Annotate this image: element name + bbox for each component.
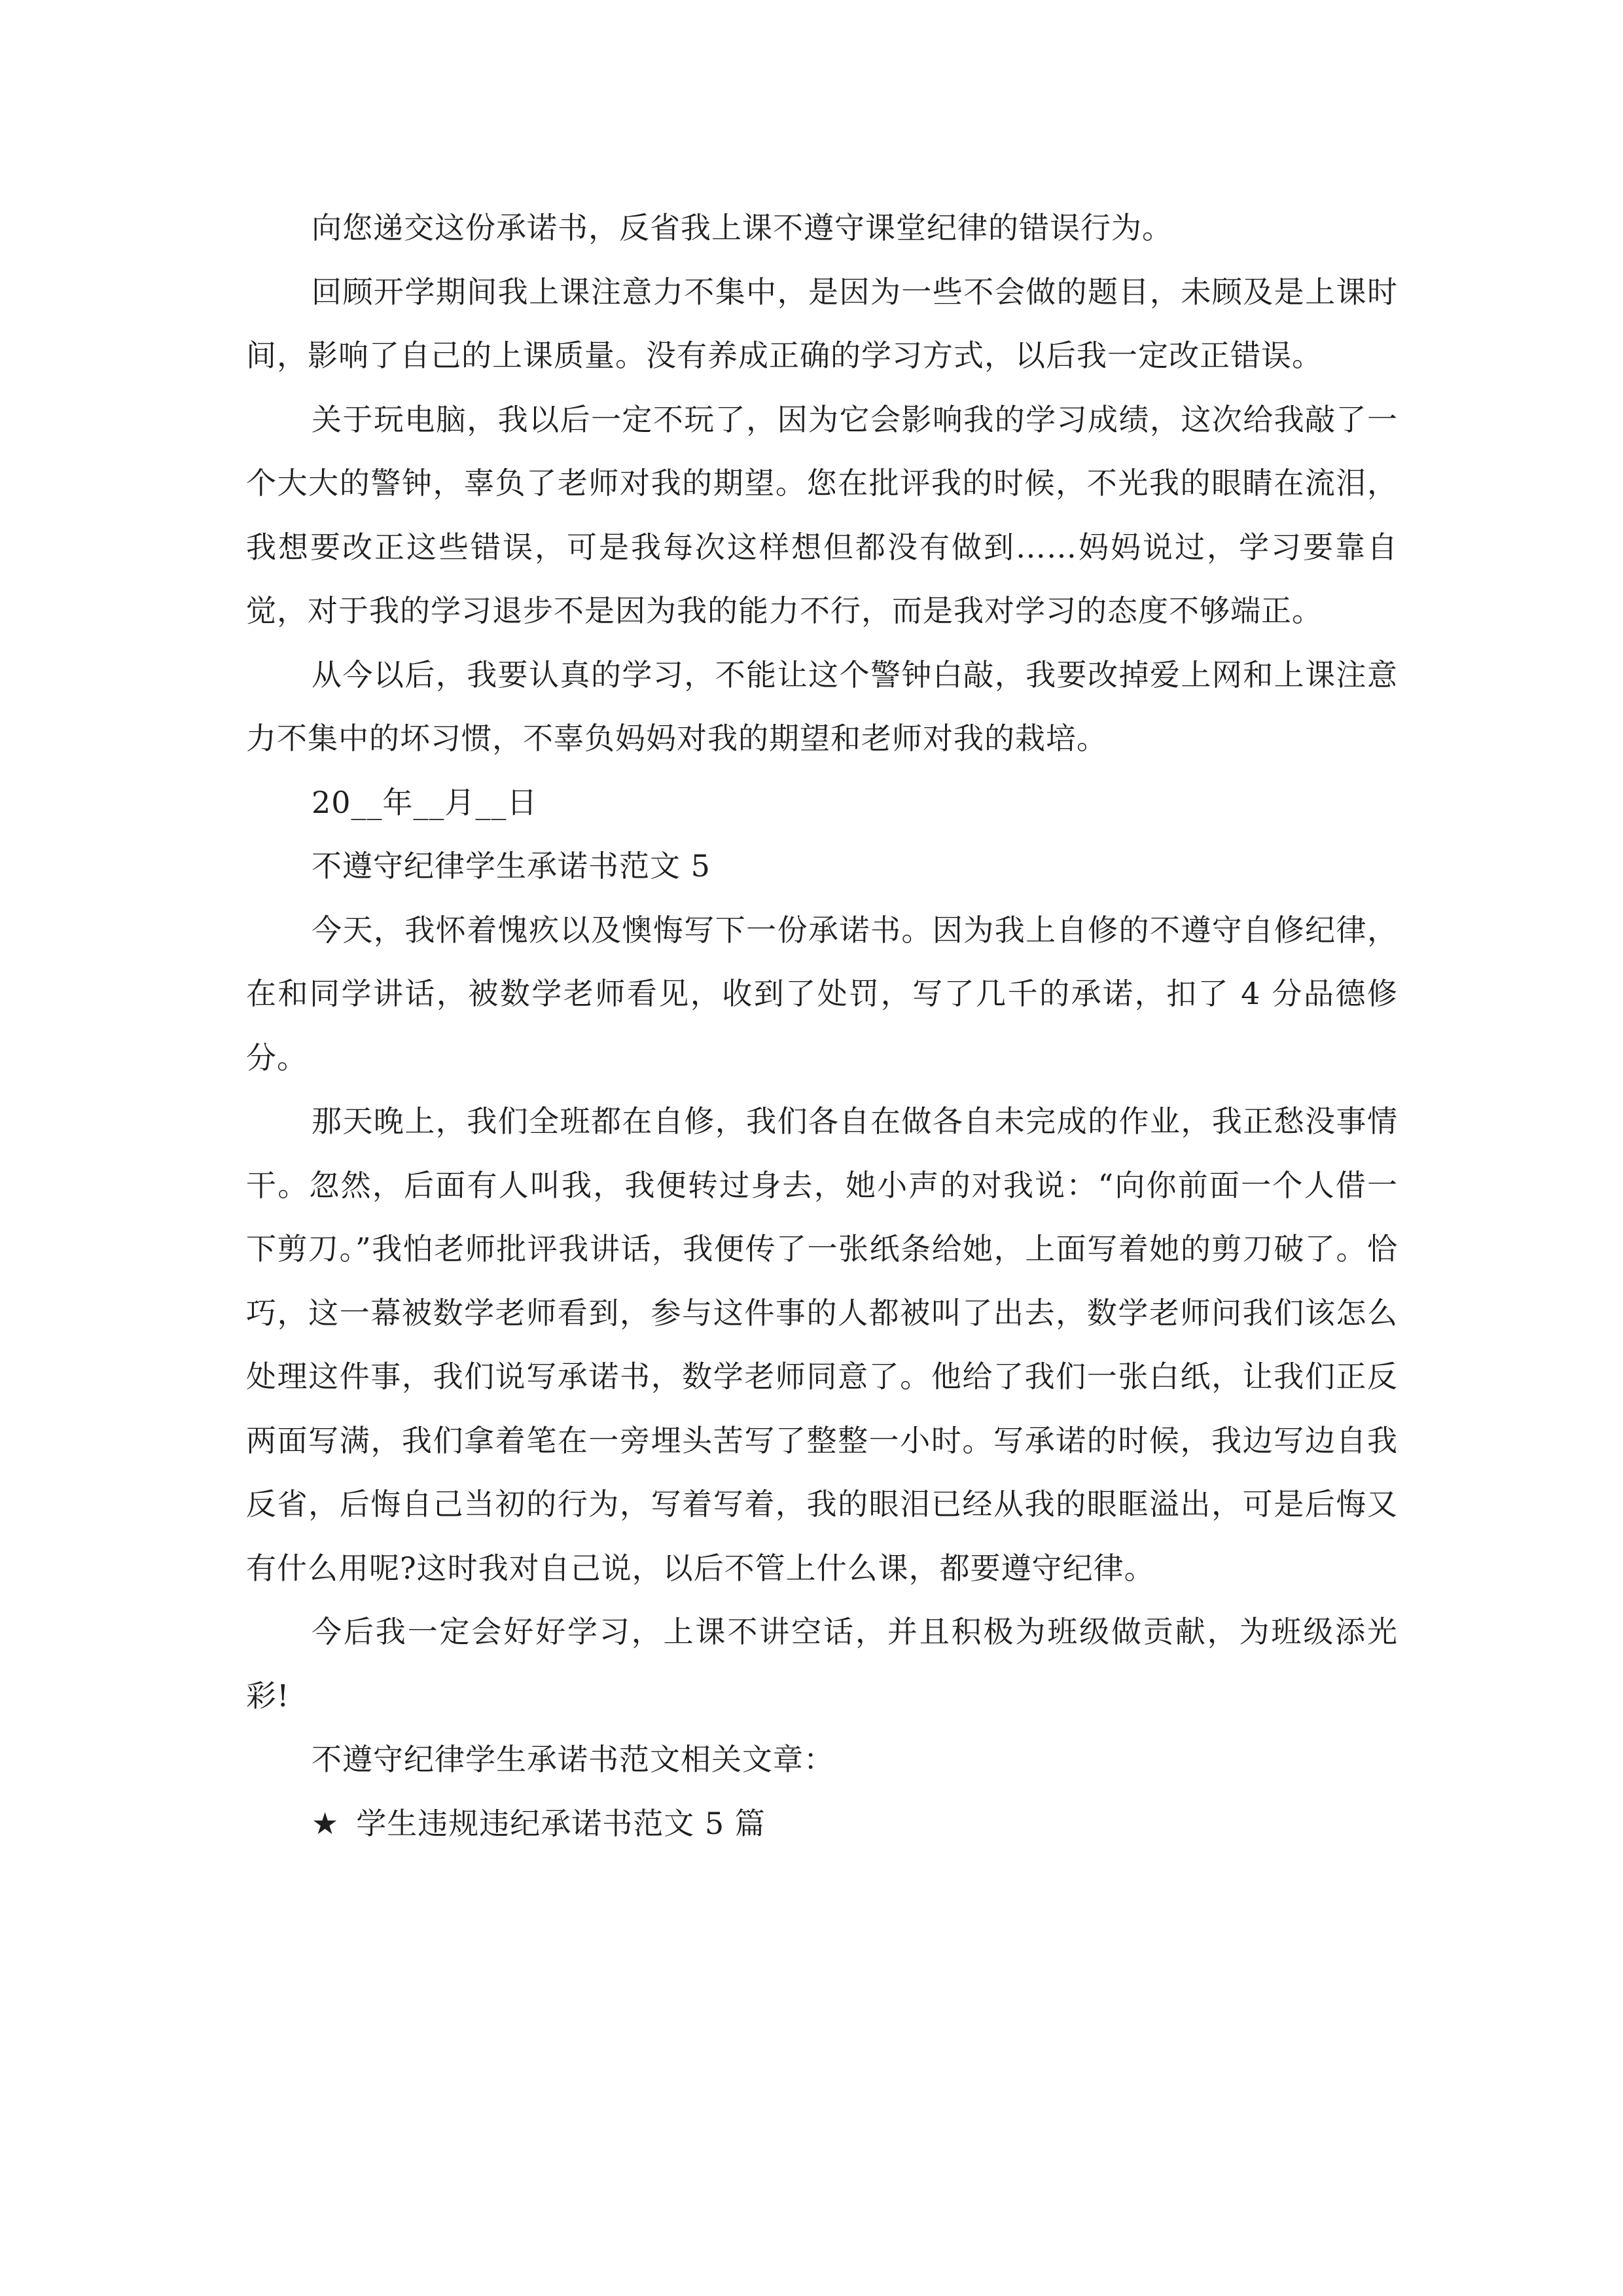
section-paragraph-3: 今后我一定会好好学习，上课不讲空话，并且积极为班级做贡献，为班级添光彩! <box>246 1614 1398 1713</box>
paragraph-1: 向您递交这份承诺书，反省我上课不遵守课堂纪律的错误行为。 <box>312 210 1173 245</box>
date-line: 20__年__月__日 <box>312 784 538 820</box>
related-articles-title: 不遵守纪律学生承诺书范文相关文章： <box>312 1742 834 1777</box>
paragraph-3: 关于玩电脑，我以后一定不玩了，因为它会影响我的学习成绩，这次给我敲了一个大大的警钟，辜负了老师对我的期望。您在批评我的时候，不光我的眼睛在流泪，我想要改正这些错误，可是我每次这样想但都没有做到……妈妈说过，学习要靠自觉，对于我的学习退步不是因为我的能力不行，而是我对学习的态度不够端正。 <box>246 401 1398 628</box>
related-article-link[interactable] <box>246 1792 1398 1856</box>
paragraph-4: 从今以后，我要认真的学习，不能让这个警钟白敲，我要改掉爱上网和上课注意力不集中的坏习惯，不辜负妈妈对我的期望和老师对我的栽培。 <box>246 656 1398 756</box>
section-heading: 不遵守纪律学生承诺书范文 5 <box>312 848 711 884</box>
document-body <box>246 196 1398 1856</box>
section-paragraph-2: 那天晚上，我们全班都在自修，我们各自在做各自未完成的作业，我正愁没事情干。忽然，后面有人叫我，我便转过身去，她小声的对我说：“向你前面一个人借一下剪刀。”我怕老师批评我讲话，我便传了一张纸条给她，上面写着她的剪刀破了。恰巧，这一幕被数学老师看到，参与这件事的人都被叫了出去，数学老师问我们该怎么处理这件事，我们说写承诺书，数学老师同意了。他给了我们一张白纸，让我们正反两面写满，我们拿着笔在一旁埋头苦写了整整一小时。写承诺的时候，我边写边自我反省，后悔自己当初的行为，写着写着，我的眼泪已经从我的眼眶溢出，可是后悔又有什么用呢?这时我对自己说，以后不管上什么课，都要遵守纪律。 <box>246 1103 1398 1586</box>
paragraph-2: 回顾开学期间我上课注意力不集中，是因为一些不会做的题目，未顾及是上课时间，影响了自己的上课质量。没有养成正确的学习方式，以后我一定改正错误。 <box>246 274 1398 373</box>
related-article-label[interactable]: 学生违规违纪承诺书范文 5 篇 <box>356 1805 766 1841</box>
section-paragraph-1: 今天，我怀着愧疚以及懊悔写下一份承诺书。因为我上自修的不遵守自修纪律，在和同学讲话，被数学老师看见，收到了处罚，写了几千的承诺，扣了 4 分品德修分。 <box>246 912 1398 1075</box>
star-icon: ★ <box>312 1805 340 1841</box>
